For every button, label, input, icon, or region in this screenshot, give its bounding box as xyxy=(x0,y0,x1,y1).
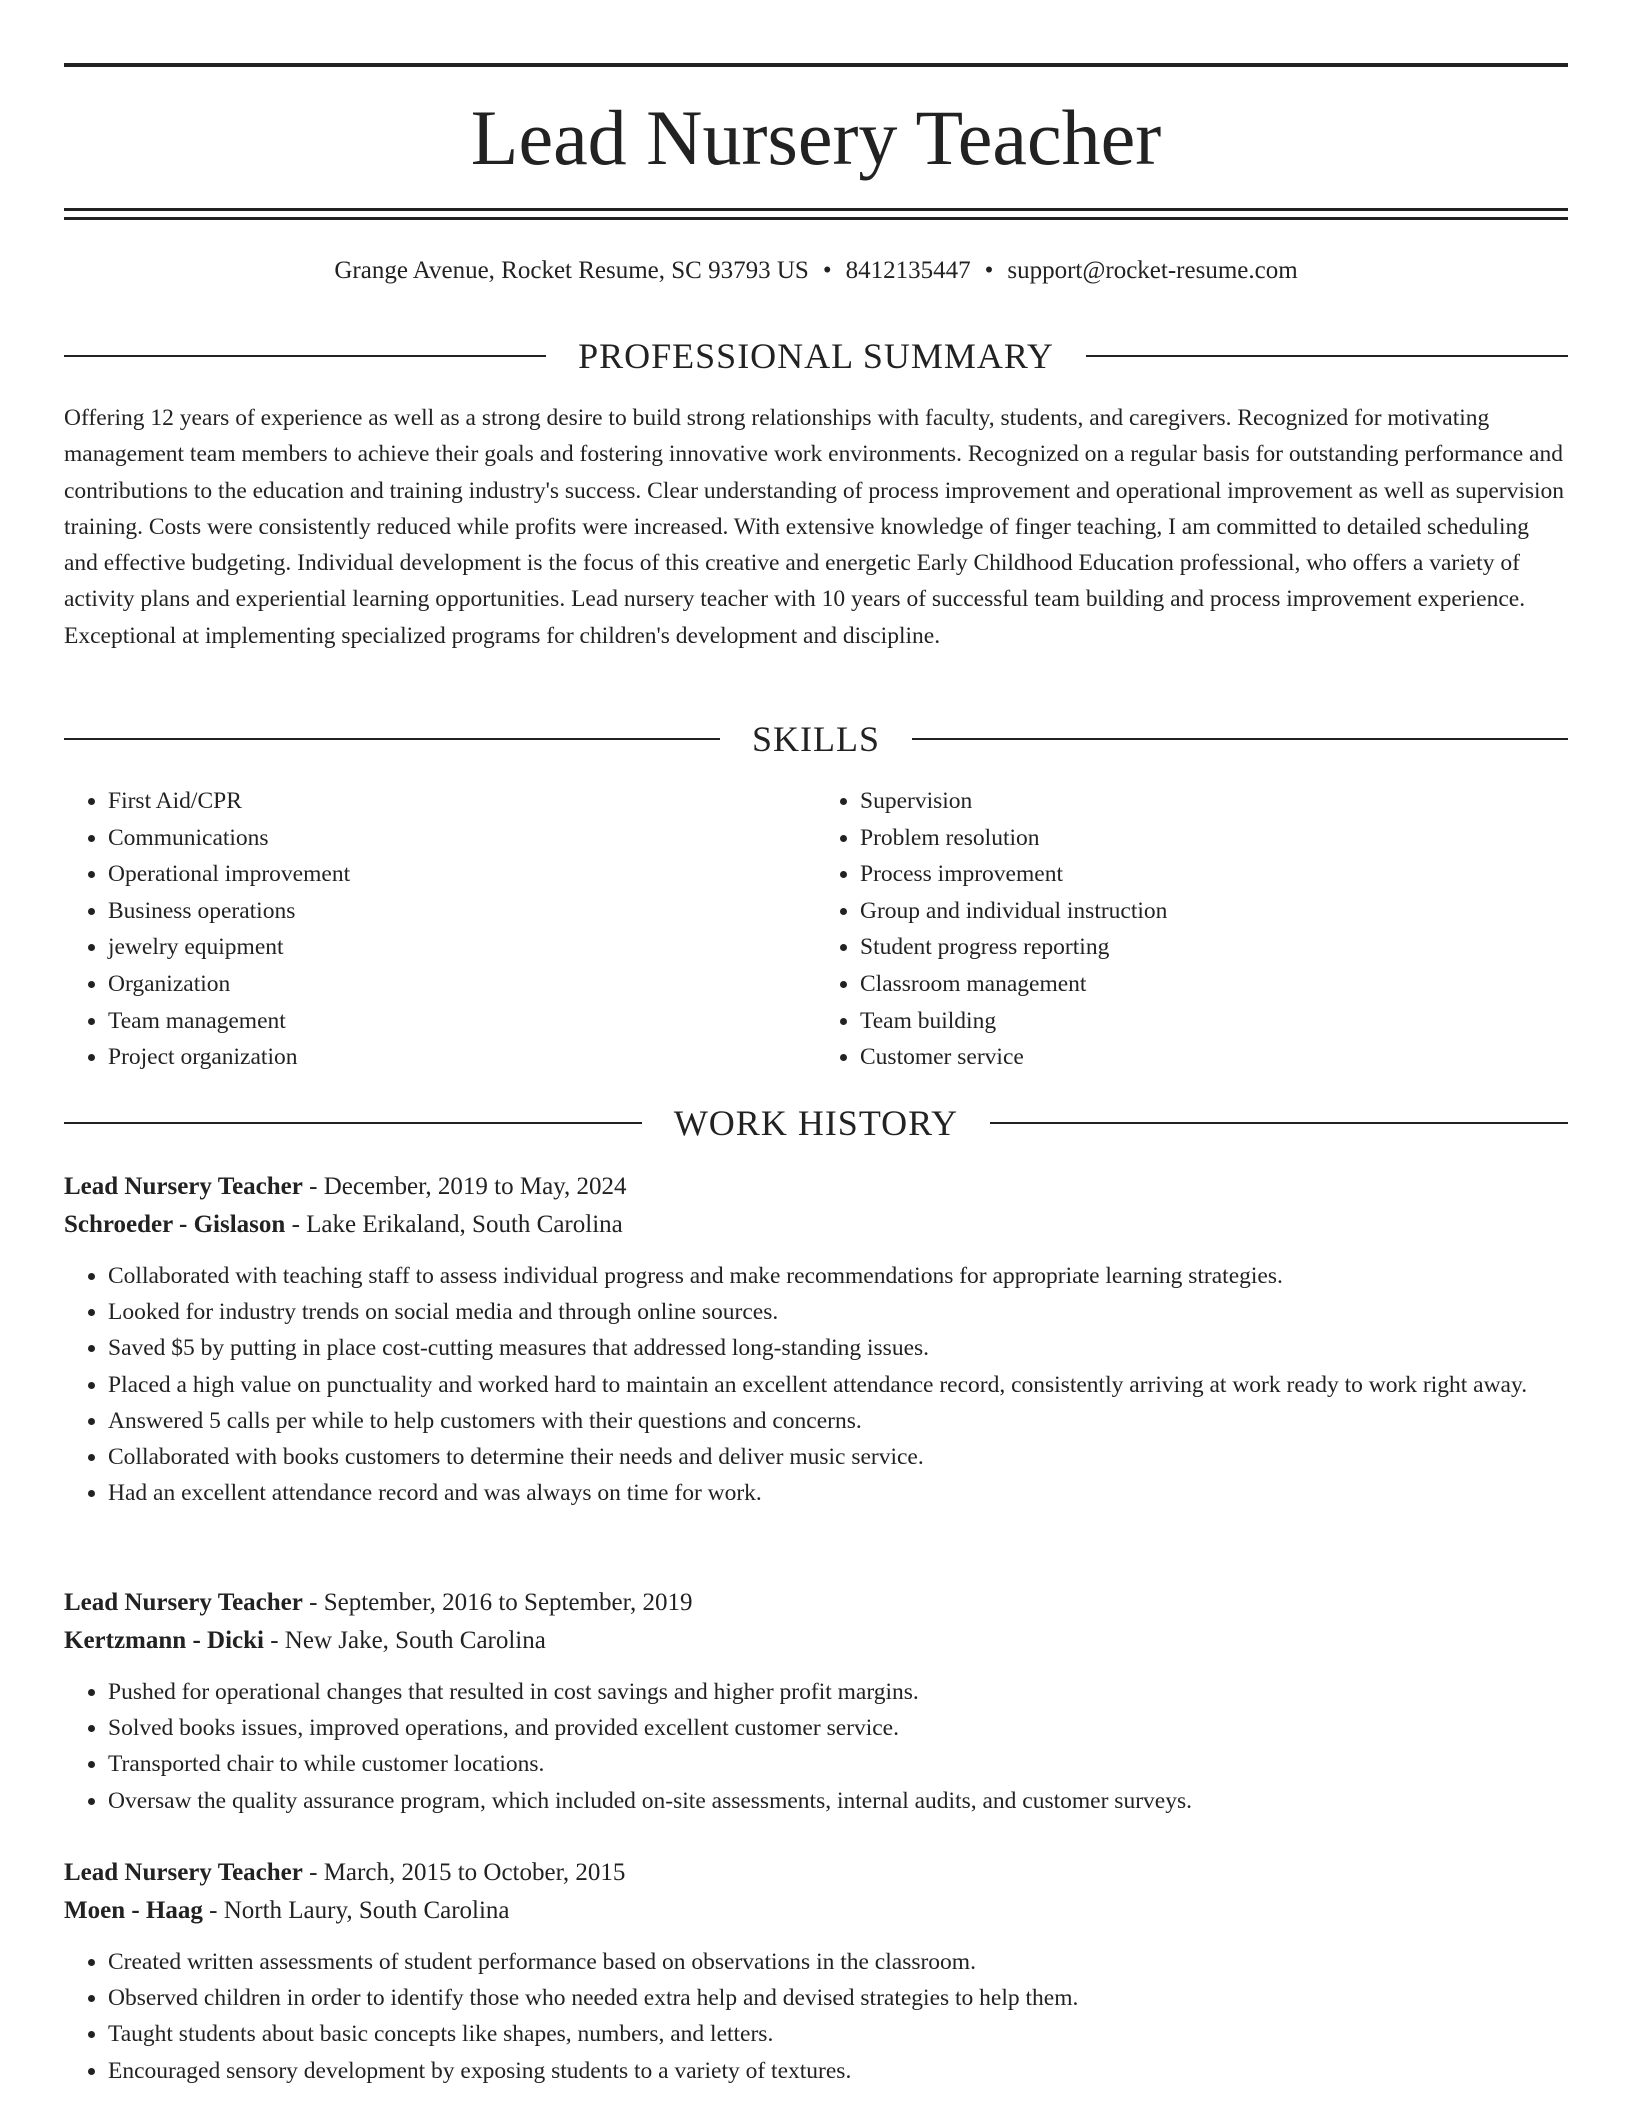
header-top-rule xyxy=(64,63,1568,67)
heading-rule xyxy=(64,1122,642,1124)
heading-rule xyxy=(990,1122,1568,1124)
skill-item: • Supervision xyxy=(860,783,1568,820)
job-bullets xyxy=(64,1258,1568,1511)
job-bullet: • Transported chair to while customer locations. xyxy=(108,1746,1568,1782)
skill-item: • Classroom management xyxy=(860,966,1568,1003)
job-bullet: • Encouraged sensory development by exposing students to a variety of textures. xyxy=(108,2053,1568,2089)
header-double-rule xyxy=(64,208,1568,220)
contact-line xyxy=(64,254,1568,288)
skills-column-left xyxy=(64,783,816,1076)
job-company-line xyxy=(64,1622,1568,1660)
job-location: - New Jake, South Carolina xyxy=(263,1627,546,1654)
contact-address: Grange Avenue, Rocket Resume, SC 93793 US xyxy=(334,257,809,284)
job-bullet: • Collaborated with books customers to determine their needs and deliver music service. xyxy=(108,1439,1568,1475)
job-company: Moen - Haag xyxy=(64,1897,203,1924)
contact-separator: • xyxy=(822,257,832,284)
job-bullet: • Answered 5 calls per while to help customers with their questions and concerns. xyxy=(108,1403,1568,1439)
job-location: - Lake Erikaland, South Carolina xyxy=(285,1211,623,1238)
job-company: Kertzmann - Dicki xyxy=(64,1627,264,1654)
skill-item: • Process improvement xyxy=(860,856,1568,893)
skill-item: • Business operations xyxy=(108,893,816,930)
skill-item: • Group and individual instruction xyxy=(860,893,1568,930)
job-bullets xyxy=(64,1674,1568,1819)
job-bullet: • Taught students about basic concepts like shapes, numbers, and letters. xyxy=(108,2016,1568,2052)
summary-text: Offering 12 years of experience as well as a strong desire to build strong relationships with faculty, students, and caregivers. Recognized for motivating management team members to achieve their goals and fostering innovative work environments. Recognized on a regular basis for outstanding performance and contributions to the education and training industry's success. Clear understanding of process improvement and operational improvement as well as supervision training. Costs were consistently reduced while profits were increased. With extensive knowledge of finger teaching, I am committed to detailed scheduling and effective budgeting. Individual development is the focus of this creative and energetic Early Childhood Education professional, who offers a variety of activity plans and experiential learning opportunities. Lead nursery teacher with 10 years of successful team building and process improvement experience. Exceptional at implementing specialized programs for children's development and discipline. xyxy=(64,405,1565,649)
skills-column-right xyxy=(816,783,1568,1076)
skill-item: • Problem resolution xyxy=(860,820,1568,857)
skill-item: • Communications xyxy=(108,820,816,857)
heading-rule xyxy=(912,738,1568,740)
work-history-heading xyxy=(64,1103,1568,1143)
job-bullet: • Collaborated with teaching staff to assess individual progress and make recommendations for appropriate learning strategies. xyxy=(108,1258,1568,1294)
job-title: Lead Nursery Teacher xyxy=(64,1589,303,1616)
job-title-line xyxy=(64,1168,1568,1206)
skill-item: • Operational improvement xyxy=(108,856,816,893)
job-dates: - September, 2016 to September, 2019 xyxy=(302,1589,693,1616)
summary-heading-text: PROFESSIONAL SUMMARY xyxy=(578,336,1054,376)
skill-item: • jewelry equipment xyxy=(108,929,816,966)
job-bullet: • Observed children in order to identify those who needed extra help and devised strategies to help them. xyxy=(108,1980,1568,2016)
summary-heading xyxy=(64,336,1568,376)
job-title-line xyxy=(64,1854,1568,1892)
skill-item: • Student progress reporting xyxy=(860,929,1568,966)
job-title: Lead Nursery Teacher xyxy=(64,1173,303,1200)
job-bullet: • Oversaw the quality assurance program, which included on-site assessments, internal audits, and customer surveys. xyxy=(108,1783,1568,1819)
work-history-heading-text: WORK HISTORY xyxy=(673,1103,959,1143)
contact-separator: • xyxy=(984,257,994,284)
skill-item: • Team building xyxy=(860,1003,1568,1040)
resume-title: Lead Nursery Teacher xyxy=(470,94,1162,181)
job-entry xyxy=(64,1854,1568,2089)
job-bullet: • Created written assessments of student performance based on observations in the classroom. xyxy=(108,1944,1568,1980)
job-company-line xyxy=(64,1206,1568,1244)
skills-heading-text: SKILLS xyxy=(752,719,881,759)
contact-email: support@rocket-resume.com xyxy=(1007,257,1298,284)
job-entry xyxy=(64,1168,1568,1511)
heading-rule xyxy=(64,355,546,357)
job-bullet: • Saved $5 by putting in place cost-cutting measures that addressed long-standing issues. xyxy=(108,1330,1568,1366)
job-title: Lead Nursery Teacher xyxy=(64,1859,303,1886)
job-company: Schroeder - Gislason xyxy=(64,1211,286,1238)
skill-item: • Project organization xyxy=(108,1039,816,1076)
job-company-line xyxy=(64,1892,1568,1930)
skill-item: • Organization xyxy=(108,966,816,1003)
job-bullet: • Placed a high value on punctuality and worked hard to maintain an excellent attendance record, consistently arriving at work ready to work right away. xyxy=(108,1367,1568,1403)
job-title-line xyxy=(64,1584,1568,1622)
skills-heading xyxy=(64,719,1568,759)
contact-phone: 8412135447 xyxy=(845,257,971,284)
job-bullet: • Looked for industry trends on social media and through online sources. xyxy=(108,1294,1568,1330)
job-bullets xyxy=(64,1944,1568,2089)
heading-rule xyxy=(64,738,720,740)
job-entry xyxy=(64,1584,1568,1819)
job-location: - North Laury, South Carolina xyxy=(202,1897,510,1924)
skill-item: • Customer service xyxy=(860,1039,1568,1076)
heading-rule xyxy=(1086,355,1568,357)
skill-item: • First Aid/CPR xyxy=(108,783,816,820)
job-dates: - December, 2019 to May, 2024 xyxy=(302,1173,627,1200)
skills-list xyxy=(64,783,1568,1076)
job-bullet: • Solved books issues, improved operations, and provided excellent customer service. xyxy=(108,1710,1568,1746)
job-bullet: • Had an excellent attendance record and was always on time for work. xyxy=(108,1475,1568,1511)
job-dates: - March, 2015 to October, 2015 xyxy=(302,1859,626,1886)
job-bullet: • Pushed for operational changes that resulted in cost savings and higher profit margins. xyxy=(108,1674,1568,1710)
skill-item: • Team management xyxy=(108,1003,816,1040)
